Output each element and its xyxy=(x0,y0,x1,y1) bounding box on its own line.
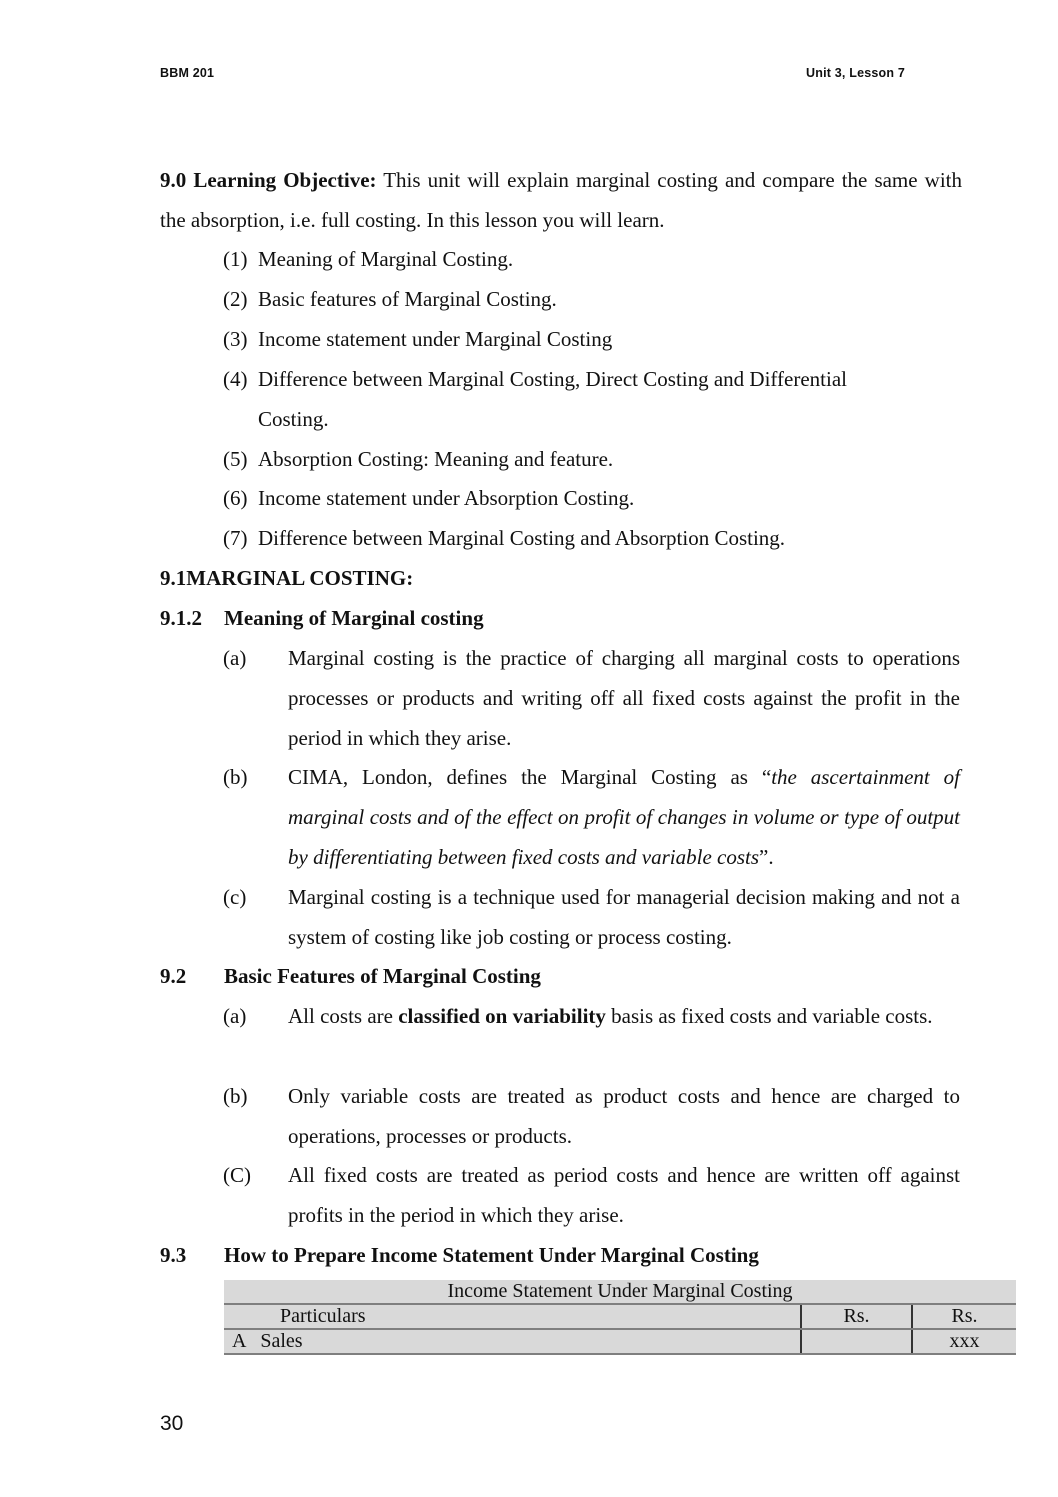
section-heading-9-1-2 xyxy=(160,598,484,638)
feature-item-c xyxy=(223,1155,963,1235)
objective-item-4 xyxy=(223,359,923,439)
item-label: (c) xyxy=(223,885,247,909)
item-text xyxy=(288,996,960,1036)
cima-definition-quote: the ascertainment of marginal costs and of the effect on profit of changes in volume or type of output by differentiating between fixed costs and variable costs xyxy=(288,765,960,869)
objective-text: Basic features of Marginal Costing. xyxy=(258,287,557,311)
objective-number: (5) xyxy=(223,447,248,471)
cell-particulars: A Sales xyxy=(224,1329,801,1354)
header-particulars: Particulars xyxy=(224,1304,801,1329)
objective-text: Absorption Costing: Meaning and feature. xyxy=(258,447,614,471)
cell-rs-1 xyxy=(801,1329,912,1354)
objective-number: (7) xyxy=(223,526,248,550)
item-label: (C) xyxy=(223,1163,251,1187)
section-number: 9.1.2 xyxy=(160,606,202,630)
objective-item-1 xyxy=(223,239,923,279)
objective-text: Meaning of Marginal Costing. xyxy=(258,247,514,271)
section-number: 9.3 xyxy=(160,1243,187,1267)
section-heading-9-3 xyxy=(160,1235,759,1275)
objective-text: Income statement under Marginal Costing xyxy=(258,327,613,351)
objective-item-6 xyxy=(223,478,923,518)
objective-number: (3) xyxy=(223,327,248,351)
objective-number: (1) xyxy=(223,247,248,271)
objective-number: (2) xyxy=(223,287,248,311)
objective-text: Income statement under Absorption Costing. xyxy=(258,486,635,510)
item-text: Marginal costing is a technique used for managerial decision making and not a system of costing like job costing or process costing. xyxy=(288,885,960,949)
section-number: 9.2 xyxy=(160,964,187,988)
feature-item-a xyxy=(223,996,963,1036)
feature-text-pre: All costs are xyxy=(288,1004,399,1028)
table-title: Income Statement Under Marginal Costing xyxy=(224,1280,1016,1304)
cima-intro: CIMA, London, defines the Marginal Costing as “ xyxy=(288,765,772,789)
objective-item-2 xyxy=(223,279,923,319)
header-course-code: BBM 201 xyxy=(160,66,215,80)
item-label: (b) xyxy=(223,765,248,789)
objective-item-7 xyxy=(223,518,923,558)
meaning-item-b xyxy=(223,757,963,877)
section-title: Meaning of Marginal costing xyxy=(224,606,484,630)
meaning-item-a xyxy=(223,638,963,758)
item-text xyxy=(288,757,960,877)
item-label: (a) xyxy=(223,1004,247,1028)
objective-number: (6) xyxy=(223,486,248,510)
objective-item-3 xyxy=(223,319,923,359)
learning-objective-label: 9.0 Learning Objective: xyxy=(160,168,377,192)
table-title-row xyxy=(224,1280,1016,1304)
table-header-row xyxy=(224,1304,1016,1329)
section-title: How to Prepare Income Statement Under Marginal Costing xyxy=(224,1243,759,1267)
item-text: Marginal costing is the practice of charging all marginal costs to operations processes or products and writing off all fixed costs against the profit in the period in which they arise. xyxy=(288,646,960,750)
objective-text-continued: Costing. xyxy=(258,407,329,431)
item-label: (a) xyxy=(223,646,247,670)
header-rs-2: Rs. xyxy=(912,1304,1016,1329)
item-label: (b) xyxy=(223,1084,248,1108)
table-row xyxy=(224,1329,1016,1354)
section-title: Basic Features of Marginal Costing xyxy=(224,964,541,988)
feature-bold-phrase: classified on variability xyxy=(398,1004,606,1028)
page-number: 30 xyxy=(160,1412,184,1435)
item-text: Only variable costs are treated as product costs and hence are charged to operations, processes or products. xyxy=(288,1084,960,1148)
meaning-item-c xyxy=(223,877,963,957)
section-heading-9-2 xyxy=(160,956,541,996)
objective-item-5 xyxy=(223,439,923,479)
objective-text: Difference between Marginal Costing, Direct Costing and Differential xyxy=(258,367,847,391)
objective-number: (4) xyxy=(223,367,248,391)
header-rs-1: Rs. xyxy=(801,1304,912,1329)
income-statement-table xyxy=(224,1280,1016,1355)
quote-close: ”. xyxy=(759,845,774,869)
item-text: All fixed costs are treated as period costs and hence are written off against profits in the period in which they arise. xyxy=(288,1163,960,1227)
feature-item-b xyxy=(223,1076,963,1156)
section-heading-9-1: 9.1MARGINAL COSTING: xyxy=(160,566,414,590)
cell-rs-2: xxx xyxy=(912,1329,1016,1354)
objective-text: Difference between Marginal Costing and Absorption Costing. xyxy=(258,526,786,550)
feature-text-post: basis as fixed costs and variable costs. xyxy=(605,1004,933,1028)
header-unit-lesson: Unit 3, Lesson 7 xyxy=(806,66,906,80)
learning-objective-text: This unit will explain marginal costing and compare the same with the absorption, i.e. full costing. In this lesson you will learn. xyxy=(160,168,962,232)
learning-objective-paragraph xyxy=(160,160,962,240)
